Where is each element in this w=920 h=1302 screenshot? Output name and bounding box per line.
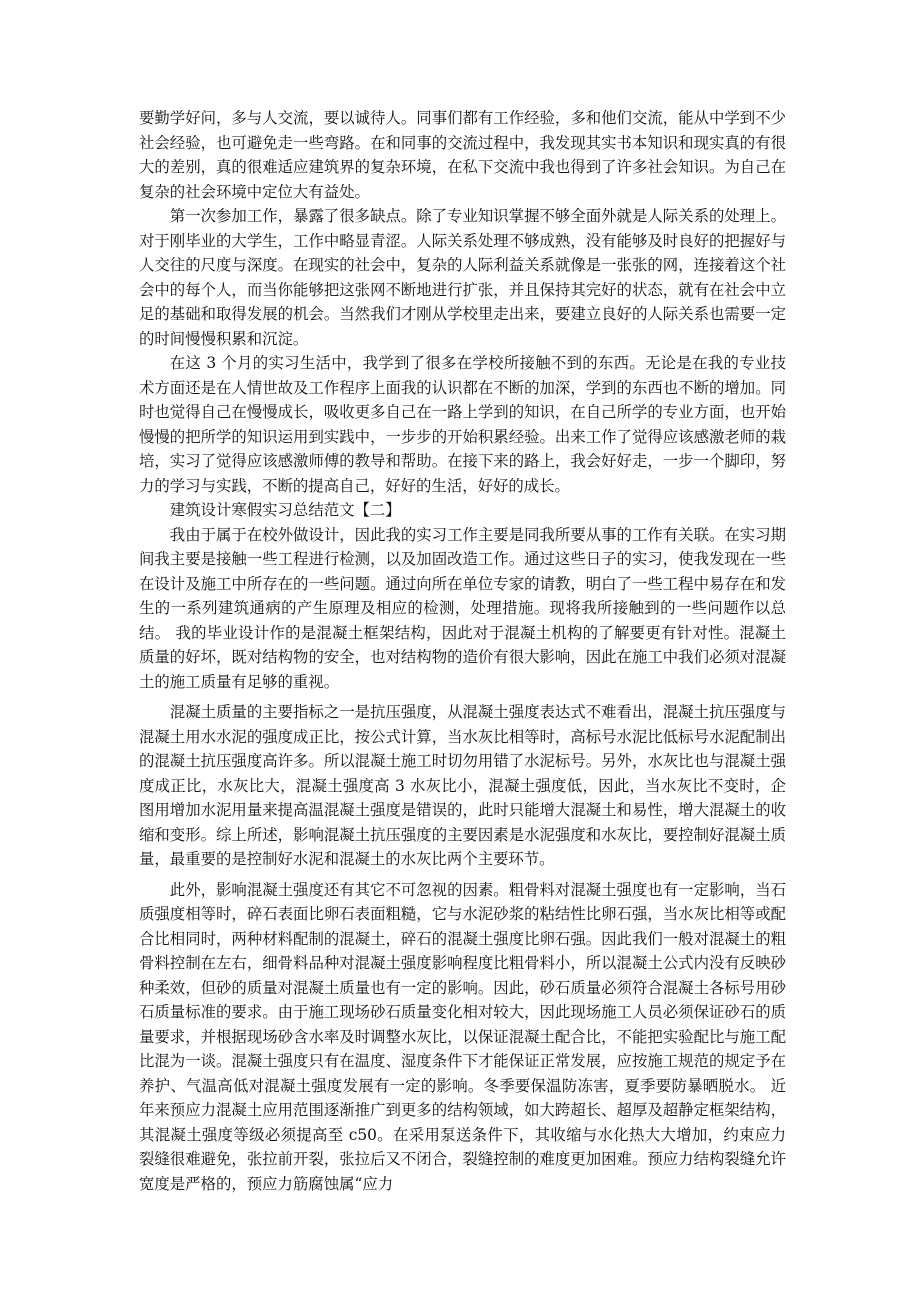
- document-body: [139, 106, 786, 1196]
- paragraph-6: 此外，影响混凝土强度还有其它不可忽视的因素。粗骨料对混凝土强度也有一定影响，当石质强度相等时，碎石表面比卵石表面粗糙，它与水泥砂浆的粘结性比卵石强，当水灰比相等或配合比相同时，两种材料配制的混凝土，碎石的混凝土强度比卵石强。因此我们一般对混凝土的粗骨料控制在左右，细骨料品种对混凝土强度影响程度比粗骨料小，所以混凝土公式内没有反映砂种柔效，但砂的质量对混凝土质量也有一定的影响。因此，砂石质量必须符合混凝土各标号用砂石质量标准的要求。由于施工现场砂石质量变化相对较大，因此现场施工人员必须保证砂石的质量要求，并根据现场砂含水率及时调整水灰比，以保证混凝土配合比，不能把实验配比与施工配比混为一谈。混凝土强度只有在温度、湿度条件下才能保证正常发展，应按施工规范的规定予在养护、气温高低对混凝土强度发展有一定的影响。冬季要保温防冻害，夏季要防暴晒脱水。 近年来预应力混凝土应用范围逐渐推广到更多的结构领域，如大跨超长、超厚及超静定框架结构，其混凝土强度等级必须提高至 c50。在采用泵送条件下，其收缩与水化热大大增加，约束应力裂缝很难避免，张拉前开裂，张拉后又不闭合，裂缝控制的难度更加困难。预应力结构裂缝允许宽度是严格的，预应力筋腐蚀属“应力: [139, 880, 786, 1193]
- paragraph-4: 我由于属于在校外做设计，因此我的实习工作主要是同我所要从事的工作有关联。在实习期间我主要是接触一些工程进行检测，以及加固改造工作。通过这些日子的实习，使我发现在一些在设计及施工中所存在的一些问题。通过向所在单位专家的请教，明白了一些工程中易存在和发生的一系列建筑通病的产生原理及相应的检测，处理措施。现将我所接触到的一些问题作以总结。 我的毕业设计作的是混凝土框架结构，因此对于混凝土机构的了解要更有针对性。混凝土质量的好坏，既对结构物的安全，也对结构物的造价有很大影响，因此在施工中我们必须对混凝土的施工质量有足够的重视。: [139, 525, 786, 691]
- section-heading: 建筑设计寒假实习总结范文【二】: [169, 501, 401, 519]
- paragraph-1: 要勤学好问，多与人交流，要以诚待人。同事们都有工作经验，多和他们交流，能从中学到不少社会经验，也可避免走一些弯路。在和同事的交流过程中，我发现其实书本知识和现实真的有很大的差别，真的很难适应建筑界的复杂环境，在私下交流中我也得到了许多社会知识。为自己在复杂的社会环境中定位大有益处。: [139, 109, 786, 201]
- paragraph-3: 在这 3 个月的实习生活中，我学到了很多在学校所接触不到的东西。无论是在我的专业技术方面还是在人情世故及工作程序上面我的认识都在不断的加深，学到的东西也不断的增加。同时也觉得自己在慢慢成长，吸收更多自己在一路上学到的知识，在自己所学的专业方面，也开始慢慢的把所学的知识运用到实践中，一步步的开始积累经验。出来工作了觉得应该感激老师的栽培，实习了觉得应该感激师傅的教导和帮助。在接下来的路上，我会好好走，一步一个脚印，努力的学习与实践，不断的提高自己，好好的生活，好好的成长。: [139, 354, 786, 495]
- paragraph-5: 混凝土质量的主要指标之一是抗压强度，从混凝土强度表达式不难看出，混凝土抗压强度与混凝土用水水泥的强度成正比，按公式计算，当水灰比相等时，高标号水泥比低标号水泥配制出的混凝土抗压强度高许多。所以混凝土施工时切勿用错了水泥标号。另外，水灰比也与混凝土强度成正比，水灰比大，混凝土强度高 3 水灰比小，混凝土强度低，因此，当水灰比不变时，企图用增加水泥用量来提高温混凝土强度是错误的，此时只能增大混凝土和易性，增大混凝土的收缩和变形。综上所述，影响混凝土抗压强度的主要因素是水泥强度和水灰比，要控制好混凝土质量，最重要的是控制好水泥和混凝土的水灰比两个主要环节。: [139, 703, 786, 868]
- paragraph-2: 第一次参加工作，暴露了很多缺点。除了专业知识掌握不够全面外就是人际关系的处理上。对于刚毕业的大学生，工作中略显青涩。人际关系处理不够成熟，没有能够及时良好的把握好与人交往的尺度与深度。在现实的社会中，复杂的人际利益关系就像是一张张的网，连接着这个社会中的每个人，而当你能够把这张网不断地进行扩张，并且保持其完好的状态，就有在社会中立足的基础和取得发展的机会。当然我们才刚从学校里走出来，要建立良好的人际关系也需要一定的时间慢慢积累和沉淀。: [139, 207, 786, 348]
